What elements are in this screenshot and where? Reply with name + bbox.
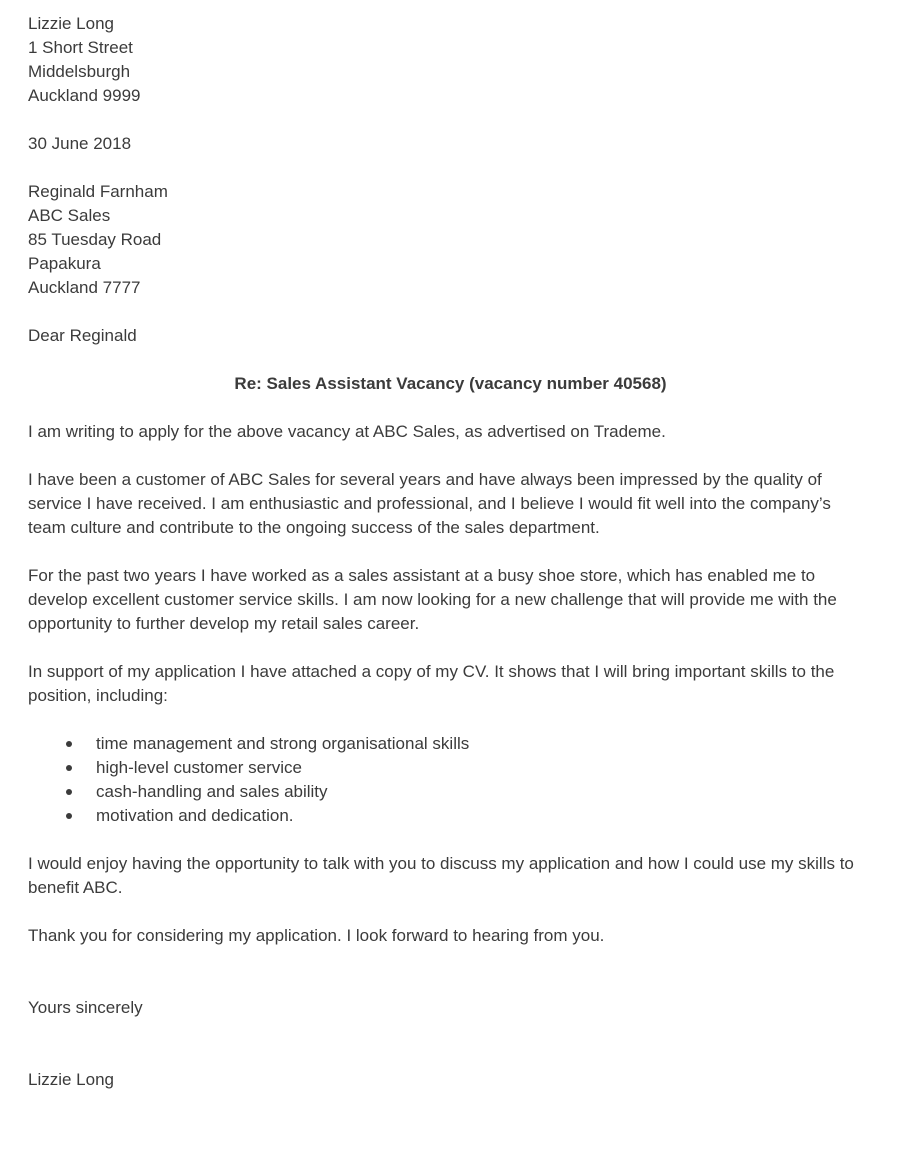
list-item-customer-service: high-level customer service bbox=[28, 756, 873, 780]
recipient-suburb: Papakura bbox=[28, 254, 101, 273]
list-item-time-management: time management and strong organisational skills bbox=[28, 732, 873, 756]
skills-list bbox=[28, 732, 873, 828]
letter-date: 30 June 2018 bbox=[28, 134, 132, 153]
sender-name: Lizzie Long bbox=[28, 14, 115, 33]
salutation: Dear Reginald bbox=[28, 326, 137, 345]
paragraph-thank-you: Thank you for considering my application. I look forward to hearing from you. bbox=[28, 926, 605, 945]
paragraph-cv-attached: In support of my application I have attached a copy of my CV. It shows that I will bring important skills to the position, including: bbox=[28, 662, 835, 705]
sender-suburb: Middelsburgh bbox=[28, 62, 131, 81]
paragraph-customer-experience: I have been a customer of ABC Sales for several years and have always been impressed by the quality of service I have received. I am enthusiastic and professional, and I believe I would fit well into the company’s team culture and contribute to the ongoing success of the sales department. bbox=[28, 470, 831, 537]
paragraph-intro: I am writing to apply for the above vacancy at ABC Sales, as advertised on Trademe. bbox=[28, 422, 666, 441]
recipient-street: 85 Tuesday Road bbox=[28, 230, 162, 249]
recipient-city-postcode: Auckland 7777 bbox=[28, 278, 141, 297]
sender-address-block bbox=[28, 12, 873, 108]
list-item-motivation: motivation and dedication. bbox=[28, 804, 873, 828]
recipient-name: Reginald Farnham bbox=[28, 182, 168, 201]
paragraph-discuss-application: I would enjoy having the opportunity to talk with you to discuss my application and how I could use my skills to benefit ABC. bbox=[28, 854, 854, 897]
list-item-cash-handling: cash-handling and sales ability bbox=[28, 780, 873, 804]
paragraph-work-history: For the past two years I have worked as a sales assistant at a busy shoe store, which has enabled me to develop excellent customer service skills. I am now looking for a new challenge that will provide me with the opportunity to further develop my retail sales career. bbox=[28, 566, 837, 633]
closing: Yours sincerely bbox=[28, 998, 143, 1017]
subject-line: Re: Sales Assistant Vacancy (vacancy number 40568) bbox=[234, 374, 667, 393]
signature-name: Lizzie Long bbox=[28, 1070, 115, 1089]
recipient-address-block bbox=[28, 180, 873, 300]
recipient-company: ABC Sales bbox=[28, 206, 111, 225]
sender-city-postcode: Auckland 9999 bbox=[28, 86, 141, 105]
sender-street: 1 Short Street bbox=[28, 38, 133, 57]
